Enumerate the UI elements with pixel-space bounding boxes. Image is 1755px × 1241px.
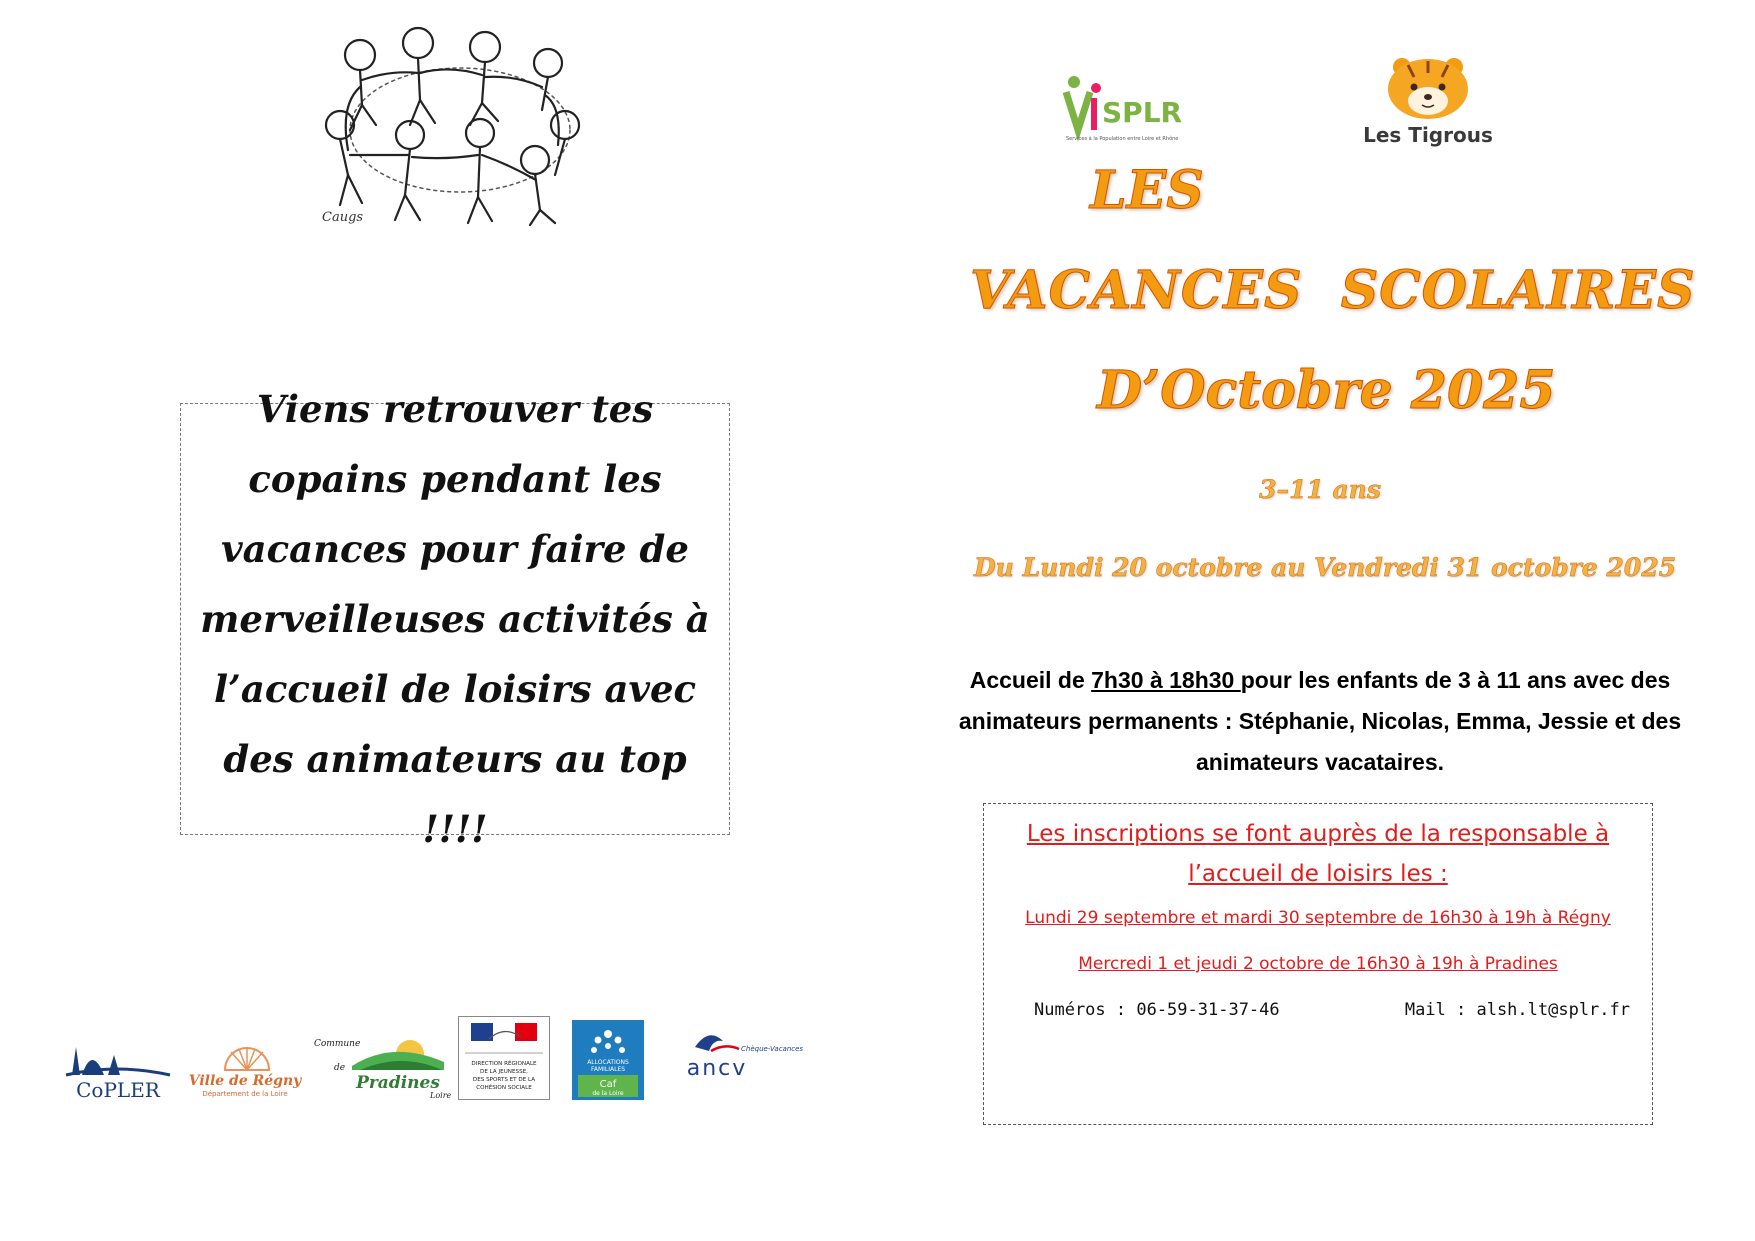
marianne-flag-icon [459,1017,549,1099]
phone-numbers: Numéros : 06-59-31-37-46 [1034,1000,1280,1020]
tigrous-label: Les Tigrous [1363,123,1493,147]
children-circle-illustration [310,25,610,230]
regny-sublabel: Département de la Loire [202,1090,288,1098]
caf-line-1: ALLOCATIONS [587,1059,629,1066]
drjscs-logo [458,1016,550,1100]
ancv-logo [665,1025,804,1085]
title-line-2: VACANCES SCOLAIRES [970,260,1696,321]
pradines-hills-icon [312,1030,452,1100]
accueil-hours: 7h30 à 18h30 [1091,667,1241,693]
splr-people-icon [1062,72,1192,144]
pradines-prefix-2: de [334,1063,346,1073]
children-circle-icon [310,25,610,230]
accueil-part-2: pour les enfants de 3 à 11 ans avec des animateurs permanents : Stéphanie, Nicolas, Emma, Jessie et des animateurs vacataires. [958,667,1682,775]
title-line-1: LES [1090,160,1204,221]
ministere-line-1: DIRECTION RÉGIONALE [471,1061,537,1067]
invitation-text: Viens retrouver tes copains pendant les vacances pour faire de merveilleuses activités à l’accueil de loisirs avec des animateurs au top !!!! [200,387,710,851]
caf-family-icon [572,1020,644,1100]
inscription-session-pradines: Mercredi 1 et jeudi 2 octobre de 16h30 à 19h à Pradines [1078,954,1558,974]
ministere-line-2: DE LA JEUNESSE, [480,1069,528,1075]
holiday-dates: Du Lundi 20 octobre au Vendredi 31 octobre 2025 [973,553,1676,582]
regny-label: Ville de Régny [188,1073,302,1089]
accueil-part-1: Accueil de [969,667,1092,693]
regny-shell-icon [185,1040,305,1100]
invitation-box [180,387,730,851]
copler-emblem-icon [62,1035,174,1103]
copler-label: CoPLER [76,1078,160,1102]
ministere-line-4: COHÉSION SOCIALE [476,1085,532,1091]
contact-email[interactable]: Mail : alsh.lt@splr.fr [1404,1000,1630,1020]
tiger-face-icon [1358,55,1498,125]
splr-sublabel: Services à la Population entre Loire et Rhône [1066,136,1179,142]
ancv-bird-icon [665,1025,804,1085]
pradines-sublabel: Loire [430,1091,452,1100]
caf-line-2: FAMILIALES [590,1066,626,1073]
copler-logo [62,1035,174,1103]
regny-logo [185,1040,305,1100]
splr-logo [1062,72,1192,144]
pradines-label: Pradines [356,1073,440,1093]
inscription-session-regny: Lundi 29 septembre et mardi 30 septembre de 16h30 à 19h à Régny [1025,908,1611,928]
splr-label: SPLR [1102,96,1183,129]
title-line-3: D’Octobre 2025 [1097,360,1556,421]
inscriptions-title: Les inscriptions se font auprès de la responsable à l’accueil de loisirs les : [1026,821,1610,887]
caf-sub: de la Loire [592,1090,624,1097]
ancv-label: ancv [686,1056,748,1081]
svg-text:Caugs: Caugs [322,210,364,225]
ancv-sub: Chèque-Vacances [741,1045,804,1053]
pradines-logo [312,1030,452,1100]
caf-name: Caf [599,1079,617,1090]
caf-logo [572,1020,644,1100]
inscriptions-box [983,803,1653,1125]
pradines-prefix-1: Commune [314,1039,361,1049]
age-range: 3–11 ans [1259,475,1381,504]
ministere-line-3: DES SPORTS ET DE LA [472,1077,536,1083]
accueil-paragraph [930,660,1710,783]
